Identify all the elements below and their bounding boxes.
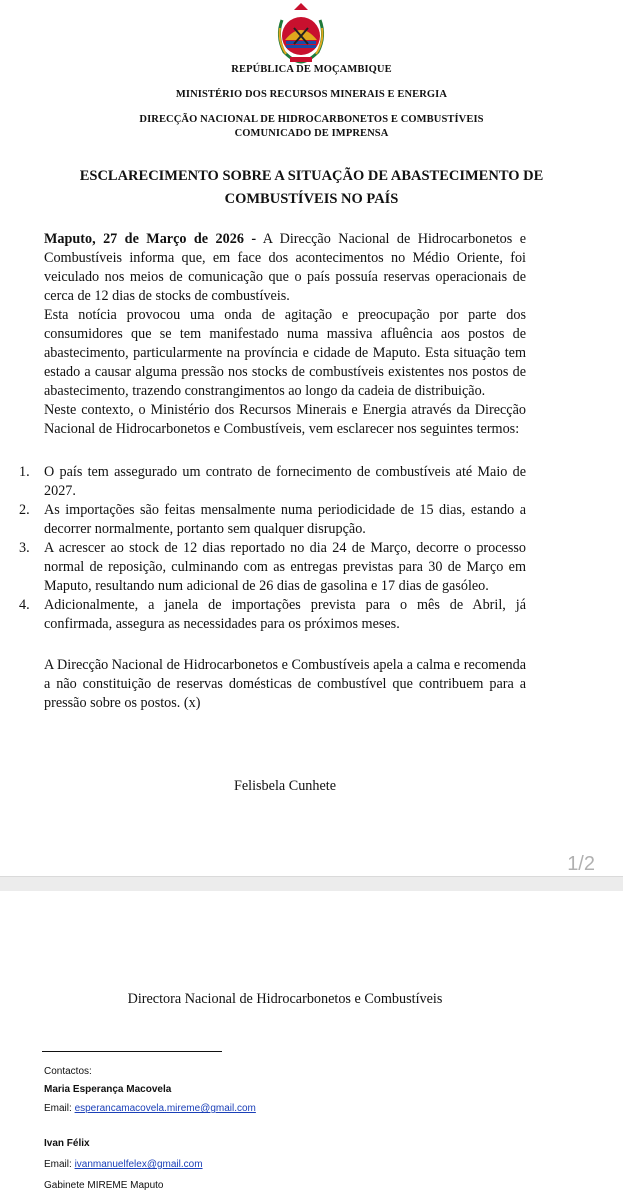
document-page-2 xyxy=(0,891,623,1200)
body-text xyxy=(19,230,527,713)
list-item-text: Adicionalmente, a janela de importações prevista para o mês de Abril, já confirmada, assegura as necessidades para os próximos meses. xyxy=(44,597,526,632)
list-item-number: 3. xyxy=(19,540,30,556)
email-label: Email: xyxy=(44,1103,75,1114)
closing-paragraph: A Direcção Nacional de Hidrocarbonetos e Combustíveis apela a calma e recomenda a não constituição de reservas domésticas de combustível que contribuem para a pressão sobre os postos. (x) xyxy=(44,657,526,711)
contact-name-2: Ivan Félix xyxy=(44,1138,90,1149)
clarification-list xyxy=(19,463,526,634)
email-link-2[interactable]: ivanmanuelfelex@gmail.com xyxy=(74,1159,203,1170)
title-line-1: ESCLARECIMENTO SOBRE A SITUAÇÃO DE ABASTECIMENTO DE xyxy=(79,168,544,184)
signatory-role: Directora Nacional de Hidrocarbonetos e Combustíveis xyxy=(127,991,443,1007)
paragraph-3: Neste contexto, o Ministério dos Recursos Minerais e Energia através da Direcção Nacional de Hidrocarbonetos e Combustíveis, vem esclarecer nos seguintes termos: xyxy=(44,402,526,437)
contacts-label: Contactos: xyxy=(44,1066,92,1077)
page-indicator: 1/2 xyxy=(567,853,595,875)
national-emblem xyxy=(268,2,334,66)
paragraph-1-text: A Direcção Nacional de Hidrocarbonetos e Combustíveis informa que, em face dos acontecimentos no Médio Oriente, foi veiculado nos meios de comunicação que o país possuía reservas operacionais de cerca de 12 dias de stocks de combustíveis. xyxy=(44,231,527,304)
list-item-text: As importações são feitas mensalmente numa periodicidade de 15 dias, estando a decorrer normalmente, portanto sem qualquer disrupção. xyxy=(44,502,526,537)
list-item xyxy=(19,501,526,539)
contact-email-row-2 xyxy=(44,1159,203,1170)
contact-name-1: Maria Esperança Macovela xyxy=(44,1084,172,1095)
header-ministry: MINISTÉRIO DOS RECURSOS MINERAIS E ENERGIA xyxy=(175,89,448,100)
paragraph-1 xyxy=(44,230,526,306)
email-link-1[interactable]: esperancamacovela.mireme@gmail.com xyxy=(74,1103,256,1114)
contact-email-row-1 xyxy=(44,1103,256,1114)
document-title xyxy=(40,165,583,211)
header-country: REPÚBLICA DE MOÇAMBIQUE xyxy=(231,64,392,75)
title-line-2: COMBUSTÍVEIS NO PAÍS xyxy=(224,191,399,207)
paragraph-2: Esta notícia provocou uma onda de agitação e preocupação por parte dos consumidores que se tem manifestado numa massiva afluência aos postos de abastecimento, particularmente na província e cidade de Maputo. Esta situação tem estado a causar alguma pressão nos stocks de combustíveis existentes nos postos de abastecimento, trazendo constrangimentos ao longo da cadeia de distribuição. xyxy=(44,307,526,399)
header-directorate: DIRECÇÃO NACIONAL DE HIDROCARBONETOS E COMBUSTÍVEIS xyxy=(139,114,484,125)
list-item-number: 4. xyxy=(19,597,30,613)
header-doc-type: COMUNICADO DE IMPRENSA xyxy=(234,128,389,139)
list-item xyxy=(19,596,526,634)
list-item xyxy=(19,539,526,596)
contacts-divider xyxy=(42,1051,222,1052)
list-item-text: O país tem assegurado um contrato de fornecimento de combustíveis até Maio de 2027. xyxy=(44,464,526,499)
list-item-number: 2. xyxy=(19,502,30,518)
dateline: Maputo, 27 de Março de 2026 - xyxy=(44,231,257,247)
list-item xyxy=(19,463,526,501)
email-label: Email: xyxy=(44,1159,75,1170)
office-name: Gabinete MIREME Maputo xyxy=(44,1180,164,1191)
page-separator xyxy=(0,876,623,892)
list-item-number: 1. xyxy=(19,464,30,480)
list-item-text: A acrescer ao stock de 12 dias reportado no dia 24 de Março, decorre o processo normal de reposição, culminando com as entregas previstas para 30 de Março em Maputo, resultando num adicional de 26 dias de gasolina e 17 dias de gasóleo. xyxy=(44,540,526,594)
signatory-name: Felisbela Cunhete xyxy=(233,778,337,794)
